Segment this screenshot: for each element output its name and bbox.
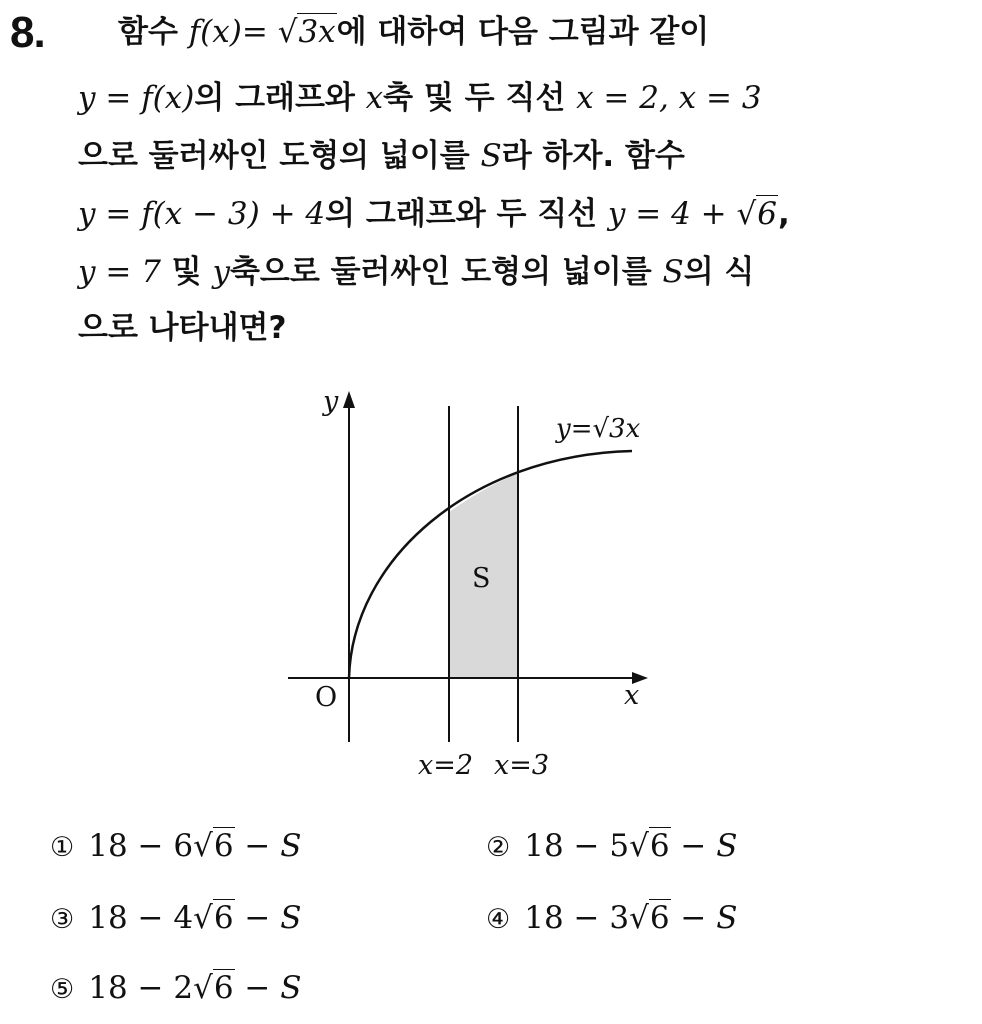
text: 의 식 bbox=[683, 254, 755, 290]
choice-2[interactable] bbox=[486, 826, 738, 868]
radical-icon: √ bbox=[736, 196, 757, 232]
radicand: 6 bbox=[213, 900, 234, 936]
radical-icon: √ bbox=[277, 14, 298, 50]
radicand: 6 bbox=[213, 828, 234, 864]
radicand: 6 bbox=[213, 970, 234, 1006]
text: 축 및 두 직선 bbox=[383, 80, 577, 116]
comma: , bbox=[778, 196, 790, 232]
y-variable: y bbox=[212, 254, 230, 290]
radicand: 6 bbox=[649, 828, 670, 864]
text: 의 그래프와 bbox=[194, 80, 366, 116]
y-axis-arrow-icon bbox=[343, 391, 355, 408]
radical-icon: √ bbox=[193, 900, 213, 936]
origin-label: O bbox=[315, 682, 338, 713]
area-variable: S bbox=[480, 138, 502, 174]
line-label-x2: x=2 bbox=[418, 750, 474, 781]
choice-mark: ③ bbox=[50, 904, 75, 935]
radical-icon: √ bbox=[629, 900, 649, 936]
graph-expression: y = f(x) bbox=[78, 80, 195, 116]
text: 의 그래프와 두 직선 bbox=[325, 196, 608, 232]
area-variable: S bbox=[280, 828, 302, 864]
shifted-function-expression: y = f(x − 3) + 4 bbox=[78, 196, 326, 232]
radicand: 3x bbox=[298, 14, 336, 50]
line-label-x3: x=3 bbox=[494, 750, 550, 781]
choice-number: 18 − 5 bbox=[524, 828, 630, 864]
radicand: 6 bbox=[757, 196, 778, 232]
line-y-expression: y = 4 + bbox=[607, 196, 737, 232]
question-line-6: 으로 나타내면? bbox=[78, 310, 287, 346]
area-variable: S bbox=[716, 900, 738, 936]
minus: − bbox=[670, 828, 717, 864]
choice-number: 18 − 3 bbox=[524, 900, 630, 936]
radical-icon: √ bbox=[193, 828, 213, 864]
choice-mark: ② bbox=[486, 832, 511, 863]
sqrt-expression bbox=[193, 827, 235, 864]
line-x2-expression: x = 2, bbox=[576, 80, 679, 116]
region-label: S bbox=[472, 563, 491, 594]
question-number: 8. bbox=[10, 8, 45, 57]
function-expression: f(x) bbox=[188, 14, 242, 50]
choice-5[interactable] bbox=[50, 968, 302, 1010]
minus: − bbox=[234, 828, 281, 864]
sqrt-expression bbox=[193, 969, 235, 1006]
area-variable: S bbox=[716, 828, 738, 864]
choice-4[interactable] bbox=[486, 898, 738, 940]
curve-label: y=√3x bbox=[556, 414, 641, 444]
radical-icon: √ bbox=[193, 970, 213, 1006]
choice-number: 18 − 4 bbox=[88, 900, 194, 936]
radical-icon: √ bbox=[629, 828, 649, 864]
line-x3-expression: x = 3 bbox=[678, 80, 762, 116]
x-variable: x bbox=[365, 80, 384, 116]
area-variable: S bbox=[280, 900, 302, 936]
minus: − bbox=[670, 900, 717, 936]
x-axis-label: x bbox=[624, 680, 640, 711]
choice-mark: ④ bbox=[486, 904, 511, 935]
choice-mark: ① bbox=[50, 832, 75, 863]
equals-sign: = bbox=[241, 14, 278, 50]
choice-number: 18 − 2 bbox=[88, 970, 194, 1006]
y-axis-label: y bbox=[323, 386, 339, 417]
sqrt-expression bbox=[193, 899, 235, 936]
text: 함수 bbox=[118, 14, 189, 50]
sqrt-expression bbox=[629, 899, 671, 936]
choice-3[interactable] bbox=[50, 898, 302, 940]
text: 및 bbox=[160, 254, 213, 290]
choice-mark: ⑤ bbox=[50, 974, 75, 1005]
text: 라 하자. 함수 bbox=[501, 138, 685, 174]
text: 에 대하여 다음 그림과 같이 bbox=[336, 14, 710, 50]
choice-1[interactable] bbox=[50, 826, 302, 868]
text: 축으로 둘러싸인 도형의 넓이를 bbox=[229, 254, 663, 290]
area-variable: S bbox=[662, 254, 684, 290]
sqrt-expression bbox=[629, 827, 671, 864]
radicand: 6 bbox=[649, 900, 670, 936]
minus: − bbox=[234, 970, 281, 1006]
text: 으로 둘러싸인 도형의 넓이를 bbox=[78, 138, 481, 174]
choice-number: 18 − 6 bbox=[88, 828, 194, 864]
area-variable: S bbox=[280, 970, 302, 1006]
minus: − bbox=[234, 900, 281, 936]
line-y7-expression: y = 7 bbox=[78, 254, 161, 290]
